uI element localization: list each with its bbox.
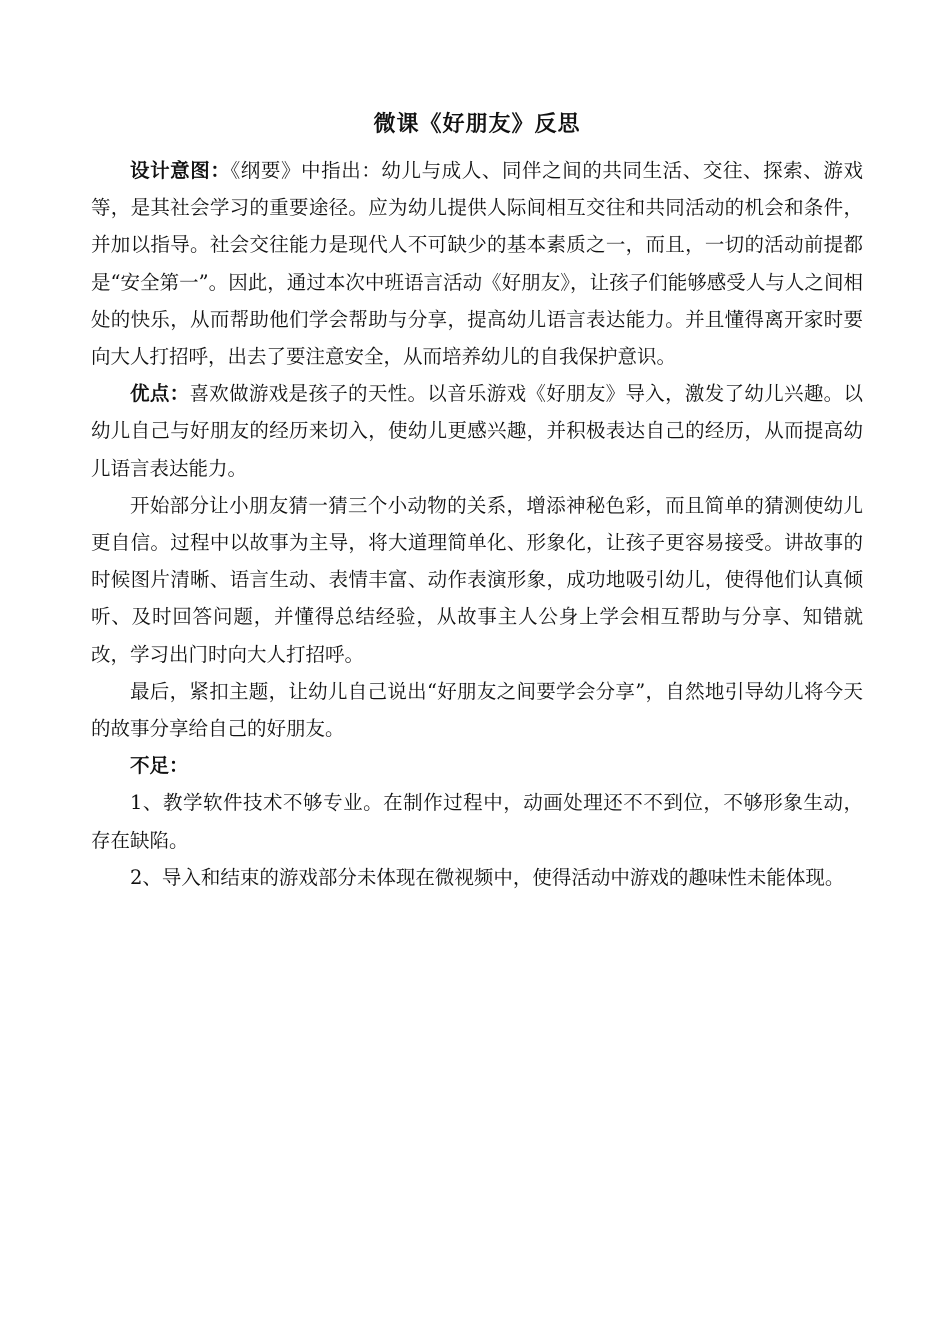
design-intent-paragraph xyxy=(91,152,863,375)
design-intent-label: 设计意图： xyxy=(130,159,231,182)
document-title: 微课《好朋友》反思 xyxy=(373,111,581,137)
shortcomings-label: 不足： xyxy=(130,754,189,778)
opening-section-paragraph: 开始部分让小朋友猜一猜三个小动物的关系，增添神秘色彩，而且简单的猜测使幼儿更自信。过程中以故事为主导，将大道理简单化、形象化，让孩子更容易接受。讲故事的时候图片清晰、语言生动、表情丰富、动作表演形象，成功地吸引幼儿，使得他们认真倾听、及时回答问题，并懂得总结经验，从故事主人公身上学会相互帮助与分享、知错就改，学习出门时向大人打招呼。 xyxy=(91,493,863,666)
design-intent-text: 《纲要》中指出：幼儿与成人、同伴之间的共同生活、交往、探索、游戏等，是其社会学习的重要途径。应为幼儿提供人际间相互交往和共同活动的机会和条件，并加以指导。社会交往能力是现代人不可缺少的基本素质之一，而且，一切的活动前提都是“安全第一”。因此，通过本次中班语言活动《好朋友》，让孩子们能够感受人与人之间相处的快乐，从而帮助他们学会帮助与分享，提高幼儿语言表达能力。并且懂得离开家时要向大人打招呼，出去了要注意安全，从而培养幼儿的自我保护意识。 xyxy=(91,159,863,369)
closing-section-paragraph: 最后，紧扣主题，让幼儿自己说出“好朋友之间要学会分享”，自然地引导幼儿将今天的故事分享给自己的好朋友。 xyxy=(91,679,863,741)
shortcomings-heading-paragraph xyxy=(91,747,863,784)
shortcoming-item: 2、导入和结束的游戏部分未体现在微视频中，使得活动中游戏的趣味性未能体现。 xyxy=(130,865,845,889)
shortcoming-item: 1、教学软件技术不够专业。在制作过程中，动画处理还不不到位，不够形象生动，存在缺陷。 xyxy=(91,791,863,852)
advantages-label: 优点： xyxy=(130,382,190,406)
advantages-paragraph xyxy=(91,375,863,487)
advantages-text: 喜欢做游戏是孩子的天性。以音乐游戏《好朋友》导入，激发了幼儿兴趣。以幼儿自己与好朋友的经历来切入，使幼儿更感兴趣，并积极表达自己的经历，从而提高幼儿语言表达能力。 xyxy=(91,382,863,480)
document-body xyxy=(91,103,863,896)
